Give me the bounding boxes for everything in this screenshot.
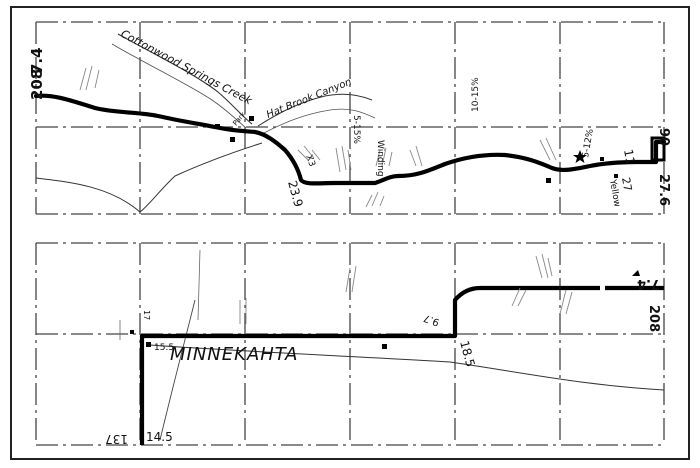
grade-label-2: 10-15% (471, 77, 481, 112)
park-label: Park (231, 110, 248, 128)
route-number-left: 208 (28, 68, 46, 100)
terrain-hatching-top (80, 66, 556, 207)
bottom-panel (36, 243, 664, 446)
mile-left: 7.4 (28, 47, 46, 74)
route-number-bottom: 137 (105, 432, 128, 446)
side-road-top (36, 143, 262, 212)
mile-bottom: 14.5 (146, 430, 173, 444)
bottom-grid (36, 243, 664, 445)
flag-icon (632, 270, 640, 276)
mile-right: 27.6 (656, 174, 671, 207)
town-label: MINNEKAHTA (170, 344, 299, 365)
x-mark: X3 (303, 153, 317, 169)
mile-right-bottom: 7.4 (636, 276, 660, 291)
number-mark-1: 11 (621, 148, 638, 166)
number-mark-2: 27 (619, 176, 635, 193)
diagonal-road (160, 300, 195, 440)
route-number-right-bottom: 208 (646, 305, 661, 333)
mile-mid-bottom: 18.5 (457, 339, 478, 369)
mile-turn: 9.7 (422, 311, 442, 328)
canyon-label: Hat Brook Canyon (265, 76, 354, 121)
mile-left-bottom: 15.5 (154, 343, 175, 353)
mark-top-left: 17 (142, 310, 151, 321)
highway-bottom (142, 288, 664, 445)
top-panel (28, 22, 671, 214)
route-number-right: 90 (656, 128, 671, 147)
creek-label: Cottonwood Springs Creek (118, 27, 255, 108)
grade-label-1: 5-15% (351, 115, 361, 144)
grade-label-3: 5-12% (581, 128, 596, 159)
mile-mid-top: 23.9 (285, 179, 306, 209)
top-grid (36, 22, 664, 214)
winding-label: Winding (375, 140, 385, 177)
yellow-label: Yellow (607, 178, 622, 208)
